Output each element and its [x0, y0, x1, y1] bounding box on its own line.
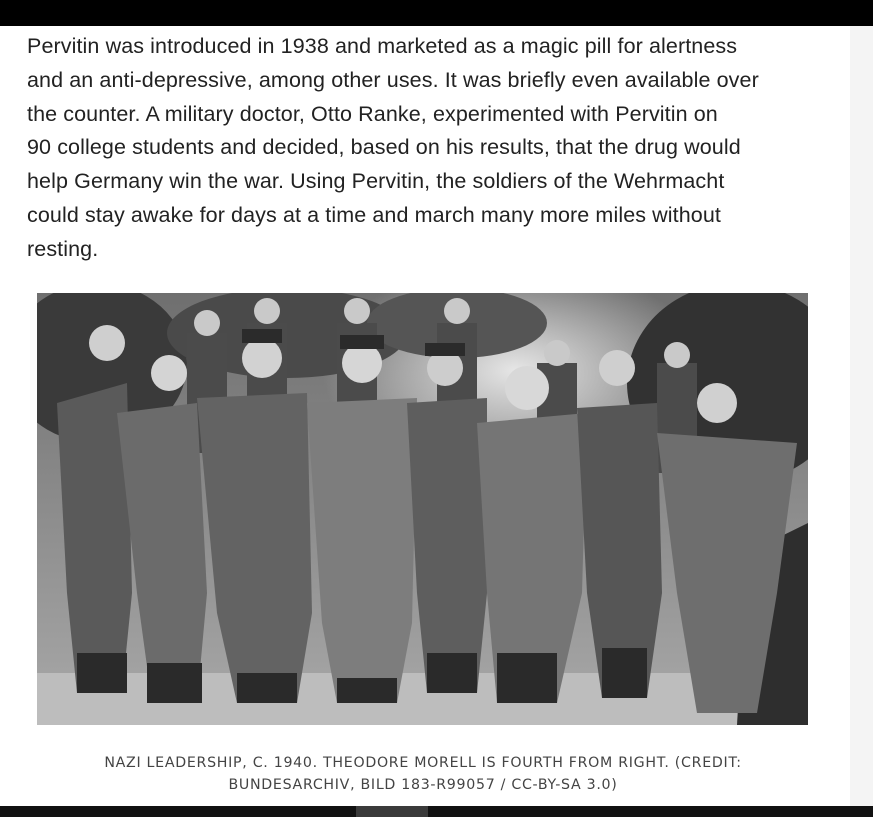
- bottom-bar: [0, 806, 873, 817]
- paragraph-line: and an anti-depressive, among other uses. It was briefly even available over: [27, 67, 759, 92]
- photo-caption: [60, 753, 786, 796]
- top-bar: [0, 0, 873, 26]
- paragraph-line: Pervitin was introduced in 1938 and marketed as a magic pill for alertness: [27, 34, 738, 58]
- paragraph-line: could stay awake for days at a time and march many more miles without: [27, 202, 721, 227]
- paragraph-line: the counter. A military doctor, Otto Ranke, experimented with Pervitin on: [27, 101, 718, 126]
- paragraph-line: help Germany win the war. Using Pervitin, the soldiers of the Wehrmacht: [27, 169, 725, 194]
- historical-group-photo: [37, 293, 808, 725]
- article-content: [0, 26, 850, 806]
- caption-line: NAZI LEADERSHIP, C. 1940. THEODORE MORELL IS FOURTH FROM RIGHT. (CREDIT:: [104, 755, 742, 771]
- article-paragraph: [27, 30, 837, 267]
- caption-line: BUNDESARCHIV, BILD 183-R99057 / CC-BY-SA 3.0): [228, 776, 618, 793]
- photo-illustration: [37, 293, 808, 725]
- paragraph-line: 90 college students and decided, based on his results, that the drug would: [27, 135, 741, 160]
- scrollbar-thumb[interactable]: [356, 806, 428, 817]
- paragraph-line: resting.: [27, 236, 99, 261]
- scroll-gutter: [850, 26, 873, 806]
